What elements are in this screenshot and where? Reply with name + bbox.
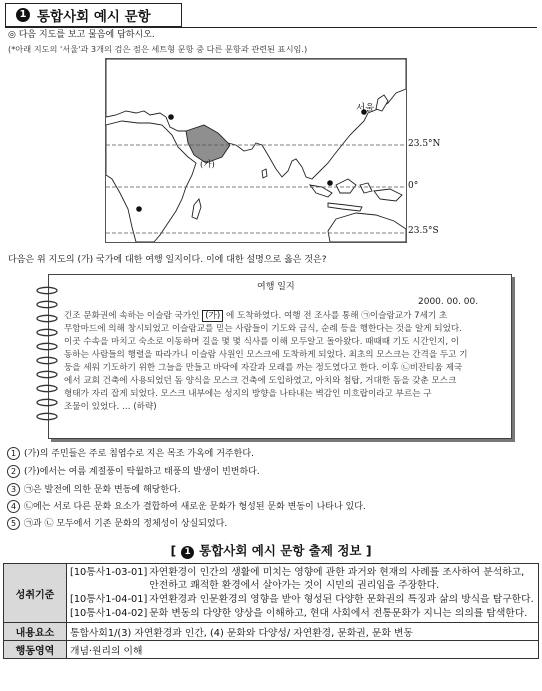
bracket-open: [ xyxy=(170,543,177,558)
table-row xyxy=(4,641,539,659)
answer-choice-4[interactable] xyxy=(7,500,366,513)
choice-text: ㉡에는 서로 다른 문화 요소가 결합하여 새로운 문화가 형성된 문화 변동이 나타나 있다. xyxy=(24,502,366,512)
journal-line: 동하는 사람들의 행렬을 따라가니 이슬람 사원인 모스크에 도착하게 되었다. 최초의 모스크는 간격을 두고 기 xyxy=(64,350,468,360)
standard-text: 자연환경이 인간의 생활에 미치는 영향에 관한 과거와 현재의 사례를 조사하여 분석하고, 안전하고 쾌적한 환경에서 살아가는 것이 시민의 권리임을 주장한다. xyxy=(149,567,525,591)
choice-text: ㉠과 ㉡ 모두에서 기존 문화의 정체성이 상실되었다. xyxy=(24,519,228,529)
choice-number: 3 xyxy=(7,483,20,496)
map-dot xyxy=(327,180,333,186)
journal-line xyxy=(64,310,500,323)
behavior-cell: 개념·원리의 이해 xyxy=(67,641,539,659)
item-header xyxy=(5,3,182,27)
journal-line: 조물이 있었다. … (하략) xyxy=(64,402,157,412)
question-prompt: 다음은 위 지도의 (가) 국가에 대한 여행 일지이다. 이에 대한 설명으로 옳은 것은? xyxy=(8,255,327,265)
content-header: 내용요소 xyxy=(4,623,67,641)
journal-text: 긴조 문화권에 속하는 이슬람 국가인 xyxy=(64,311,200,321)
lat-23s-label: 23.5°S xyxy=(408,226,439,236)
map-drawing xyxy=(106,59,406,242)
standard-code: [10통사1-04-02] xyxy=(70,608,148,619)
journal-line: 에서 교회 건축에 사용되었던 돔 양식을 모스크 건축에 도입하였고, 아치와 첨탑, 거대한 돔을 갖춘 모스크 xyxy=(64,376,457,386)
journal-body xyxy=(64,310,500,414)
spiral-ring-icon xyxy=(35,356,59,365)
standard-text: 자연환경과 인문환경의 영향을 받아 형성된 다양한 문화권의 특징과 삶의 방식을 탐구한다. xyxy=(149,594,534,605)
spiral-ring-icon xyxy=(35,398,59,407)
standard-text: 문화 변동의 다양한 양상을 이해하고, 현대 사회에서 전통문화가 지니는 의의를 탐색한다. xyxy=(149,608,528,619)
country-ga-label: (가) xyxy=(200,160,215,170)
spiral-ring-icon xyxy=(35,314,59,323)
table-row xyxy=(4,564,539,623)
item-number-badge: 1 xyxy=(16,8,30,22)
answer-choice-2[interactable] xyxy=(7,465,260,478)
lat-23n-label: 23.5°N xyxy=(408,139,441,149)
standards-cell xyxy=(67,564,539,623)
spiral-ring-icon xyxy=(35,412,59,421)
info-title-text: 통합사회 예시 문항 출제 정보 xyxy=(199,543,362,558)
map-dot xyxy=(168,114,174,120)
choice-text: (가)의 주민들은 주로 침엽수로 지은 목조 가옥에 거주한다. xyxy=(24,449,254,459)
spiral-ring-icon xyxy=(35,342,59,351)
map-dot xyxy=(136,206,142,212)
behavior-header: 행동영역 xyxy=(4,641,67,659)
answer-choice-1[interactable] xyxy=(7,447,254,460)
bracket-close: ] xyxy=(365,543,372,558)
spiral-ring-icon xyxy=(35,286,59,295)
spiral-ring-icon xyxy=(35,328,59,337)
lat-0-label: 0° xyxy=(408,181,419,191)
world-map xyxy=(105,58,407,243)
spiral-ring-icon xyxy=(35,300,59,309)
answer-choice-3[interactable] xyxy=(7,483,181,496)
country-box: (가) xyxy=(202,310,223,322)
header-divider xyxy=(5,27,537,28)
choice-text: (가)에서는 여름 계절풍이 탁월하고 태풍의 발생이 빈번하다. xyxy=(24,467,260,477)
journal-line: 형태가 자리 잡게 되었다. 모스크 내부에는 성지의 방향을 나타내는 벽감인 미흐랍이라고 부르는 구 xyxy=(64,389,432,399)
answer-choice-5[interactable] xyxy=(7,517,227,530)
info-title xyxy=(0,541,542,559)
journal-line: 이곳 수속을 마치고 숙소로 이동하며 길을 몇 몇 식사를 이해 모두알고 돌아왔다. 때때때 기도 시간인지, 이 xyxy=(64,337,460,347)
question-note: (*아래 지도의 '서울'과 3개의 검은 점은 세트형 문항 중 다른 문항과 관련된 표시임.) xyxy=(8,44,308,54)
journal-line: 둥을 세워 기도하기 위한 그늘을 만들고 바닥에 자갈과 모래를 까는 정도였다고 한다. 이후 ㉡비잔티움 제국 xyxy=(64,363,463,373)
choice-number: 4 xyxy=(7,500,20,513)
journal-text: 에 도착하였다. 여행 전 조사를 통해 ㉠이슬람교가 7세기 초 xyxy=(225,311,448,321)
journal-date: 2000. 00. 00. xyxy=(418,297,479,307)
question-instruction: ◎ 다음 지도를 보고 물음에 답하시오. xyxy=(8,30,155,40)
item-title: 통합사회 예시 문항 xyxy=(37,9,151,25)
standard-code: [10통사1-03-01] xyxy=(70,567,148,578)
journal-title: 여행 일지 xyxy=(257,282,295,292)
spiral-ring-icon xyxy=(35,370,59,379)
journal-line: 무함마드에 의해 창시되었고 이슬람교를 믿는 사람들이 기도와 금식, 순례 등을 행한다는 것을 알게 되었다. xyxy=(64,324,462,334)
content-cell: 통합사회1/(3) 자연환경과 인간, (4) 문화와 다양성/ 자연환경, 문화권, 문화 변동 xyxy=(67,623,539,641)
seoul-label: 서울 xyxy=(356,103,375,114)
choice-number: 2 xyxy=(7,465,20,478)
standard-item xyxy=(70,566,535,592)
info-number-badge: 1 xyxy=(181,546,194,559)
choice-number: 5 xyxy=(7,517,20,530)
table-row xyxy=(4,623,539,641)
standard-item xyxy=(70,607,535,620)
standard-item xyxy=(70,593,535,606)
standards-header: 성취기준 xyxy=(4,564,67,623)
info-table xyxy=(3,563,539,659)
standard-code: [10통사1-04-01] xyxy=(70,594,148,605)
choice-text: ㉠은 발전에 의한 문화 변동에 해당한다. xyxy=(24,485,181,495)
choice-number: 1 xyxy=(7,447,20,460)
spiral-ring-icon xyxy=(35,384,59,393)
